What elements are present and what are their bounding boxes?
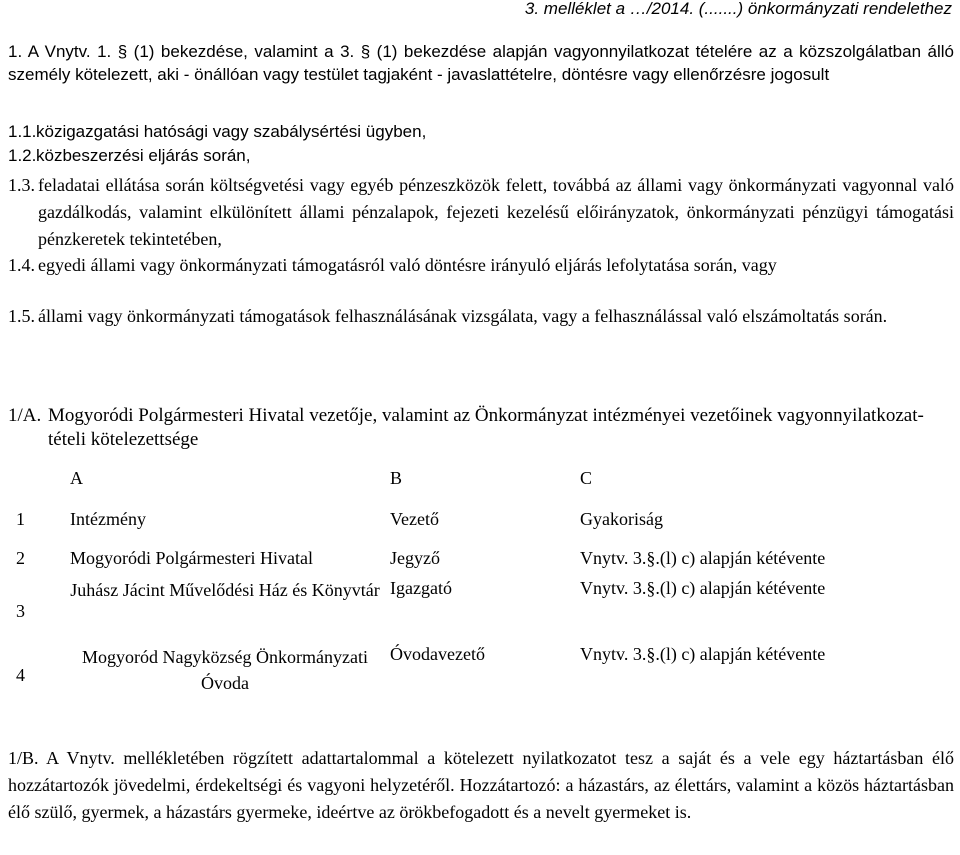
table-cell: Jegyző [390, 547, 440, 568]
intro-paragraph [8, 40, 954, 86]
table-row [8, 500, 954, 538]
table-cell: 2 [16, 547, 25, 568]
table-header-cell: C [580, 467, 593, 488]
list-item-text: közigazgatási hatósági vagy szabálysértési ügyben, [36, 122, 427, 141]
table-row [8, 538, 954, 578]
list-item [8, 172, 954, 253]
table-row [8, 644, 954, 706]
table-header-cell: B [390, 467, 403, 488]
list-item-number: 1.1. [8, 122, 37, 141]
list-item-number: 1.5. [8, 306, 35, 326]
list-item [8, 252, 954, 279]
list-item-number: 1.4. [8, 255, 35, 275]
table-cell: Mogyoród Nagyközség Önkormányzati Óvoda [82, 647, 368, 693]
list-item [8, 144, 954, 167]
page-header: 3. melléklet a …/2014. (.......) önkormányzati rendelethez [524, 0, 952, 18]
table-cell: 3 [16, 600, 25, 621]
table-cell: 4 [16, 664, 25, 685]
intro-text: 1. A Vnytv. 1. § (1) bekezdése, valamint a 3. § (1) bekezdése alapján vagyonnyilatkozat tételére az a közszolgálatban álló személy kötelezett, aki - önállóan vagy testület tagjaként - javaslattételre, döntésre vagy ellenőrzésre jogosult [8, 42, 954, 84]
section-1a [8, 404, 954, 452]
section-1b [8, 745, 954, 826]
list-item-text: állami vagy önkormányzati támogatások felhasználásának vizsgálata, vagy a felhasználással való elszámoltatás során. [38, 306, 888, 326]
table-cell: Vnytv. 3.§.(l) c) alapján kétévente [580, 644, 826, 664]
leaders-table [8, 456, 954, 706]
table-cell: Juhász Jácint Művelődési Ház és Könyvtár [70, 580, 380, 600]
section-1a-title: Mogyoródi Polgármesteri Hivatal vezetője, valamint az Önkormányzat intézményei vezetőinek vagyonnyilatkozat-tételi kötelezettsége [48, 405, 924, 450]
table-cell: Intézmény [70, 508, 146, 529]
list-item-text: feladatai ellátása során költségvetési vagy egyéb pénzeszközök felett, továbbá az állami vagy önkormányzati vagyonnal való gazdálkodás, valamint elkülönített állami pénzalapok, fejezeti kezelésű előirányzatok, önkormányzati pénzügyi támogatási pénzkeretek tekintetében, [38, 175, 954, 249]
table-cell: Vnytv. 3.§.(l) c) alapján kétévente [580, 547, 826, 568]
table-cell: 1 [16, 508, 25, 529]
section-1b-text: 1/B. A Vnytv. mellékletében rögzített adattartalommal a kötelezett nyilatkozatot tesz a saját és a vele egy háztartásban élő hozzátartozók jövedelmi, érdekeltségi és vagyoni helyzetéről. Hozzátartozó: a házastárs, az élettárs, valamint a közös háztartásban élő szülő, gyermek, a házastárs gyermeke, ideértve az örökbefogadott és a nevelt gyermeket is. [8, 748, 954, 822]
table-cell: Mogyoródi Polgármesteri Hivatal [70, 547, 313, 568]
table-cell: Gyakoriság [580, 508, 663, 529]
table-cell: Óvodavezető [390, 644, 485, 664]
table-cell: Igazgató [390, 578, 452, 598]
table-header-row [8, 456, 954, 500]
list-item-text: közbeszerzési eljárás során, [36, 146, 251, 165]
list-item-number: 1.3. [8, 175, 35, 195]
list-item-number: 1.2. [8, 146, 37, 165]
table-header-cell [8, 456, 60, 500]
table-row [8, 578, 954, 644]
list-item-text: egyedi állami vagy önkormányzati támogatásról való döntésre irányuló eljárás lefolytatása során, vagy [38, 255, 777, 275]
table-header-cell: A [70, 467, 83, 488]
table-cell: Vezető [390, 508, 439, 529]
list-item [8, 120, 954, 143]
section-1a-number: 1/A. [8, 405, 42, 426]
table-cell: Vnytv. 3.§.(l) c) alapján kétévente [580, 578, 826, 598]
list-item [8, 303, 954, 330]
